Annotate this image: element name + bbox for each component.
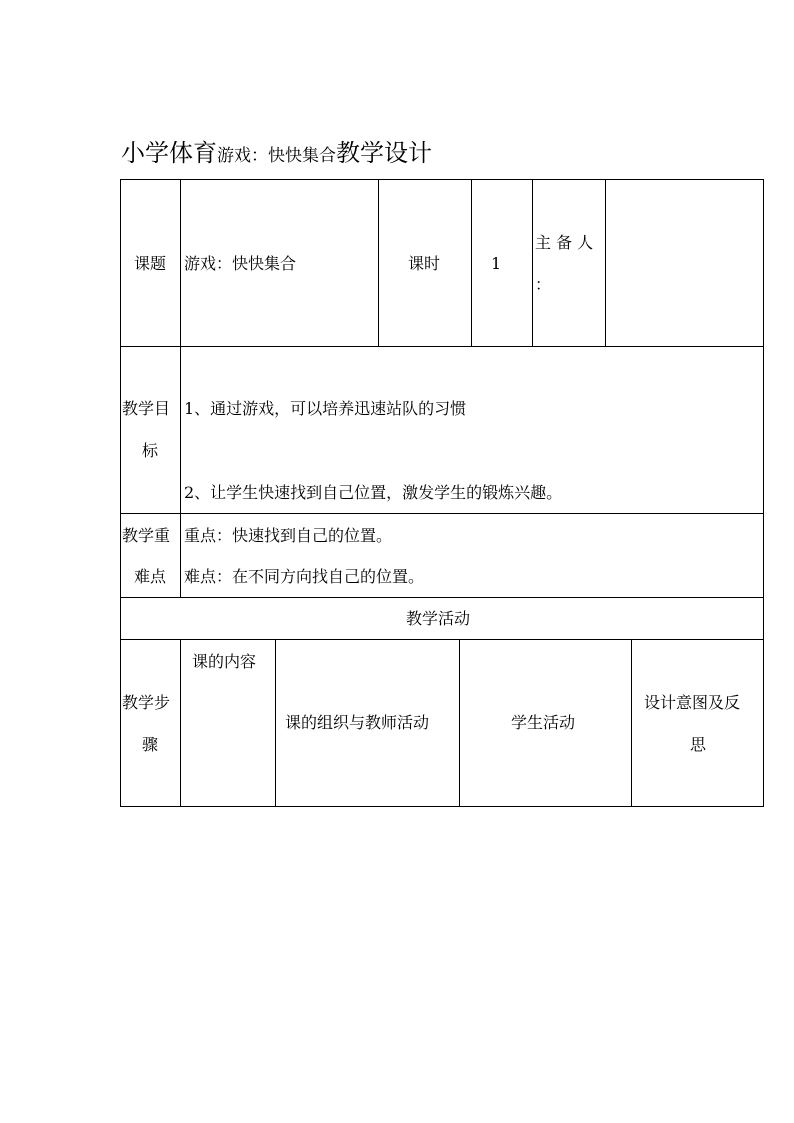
col-design-intent: 设计意图及反	[644, 693, 741, 712]
table-line	[459, 639, 460, 807]
table-line	[120, 639, 764, 640]
table-line	[120, 346, 764, 347]
objective-item-2: 2、让学生快速找到自己位置，激发学生的锻炼兴趣。	[184, 483, 563, 502]
title-part-1: 小学体育	[121, 139, 217, 167]
steps-label-cont: 骤	[142, 735, 159, 754]
table-line	[532, 179, 533, 347]
table-line	[605, 179, 606, 347]
table-line	[120, 179, 764, 180]
table-line	[180, 346, 181, 598]
table-line	[275, 639, 276, 807]
col-design-intent-cont: 思	[690, 735, 707, 754]
page-title	[121, 141, 432, 165]
period-value: 1	[491, 254, 502, 273]
period-label: 课时	[408, 254, 441, 273]
table-line	[180, 179, 181, 347]
table-line	[631, 639, 632, 807]
objectives-label: 教学目	[122, 399, 171, 418]
activities-header: 教学活动	[406, 609, 471, 628]
preparer-label-colon: ：	[535, 275, 552, 294]
objectives-label-cont: 标	[142, 441, 159, 460]
col-lesson-content: 课的内容	[192, 652, 257, 671]
table-line	[471, 179, 472, 347]
subject-label: 课题	[134, 254, 167, 273]
preparer-label: 主 备 人	[535, 233, 594, 252]
col-teacher-activity: 课的组织与教师活动	[285, 713, 430, 732]
table-line	[180, 639, 181, 807]
title-part-3: 教学设计	[336, 139, 432, 167]
keypoints-label-cont: 难点	[134, 567, 167, 586]
objective-item-1: 1、通过游戏，可以培养迅速站队的习惯	[184, 399, 467, 418]
table-line	[763, 179, 764, 807]
subject-value: 游戏：快快集合	[184, 254, 297, 273]
title-part-2: 游戏：快快集合	[217, 146, 336, 166]
table-line	[120, 597, 764, 598]
table-line	[378, 179, 379, 347]
steps-label: 教学步	[122, 693, 171, 712]
keypoints-label: 教学重	[122, 526, 171, 545]
table-line	[120, 513, 764, 514]
table-line	[120, 179, 121, 807]
table-line	[120, 806, 764, 807]
col-student-activity: 学生活动	[511, 713, 576, 732]
difficult-point: 难点：在不同方向找自己的位置。	[184, 567, 425, 586]
key-point: 重点：快速找到自己的位置。	[184, 526, 393, 545]
